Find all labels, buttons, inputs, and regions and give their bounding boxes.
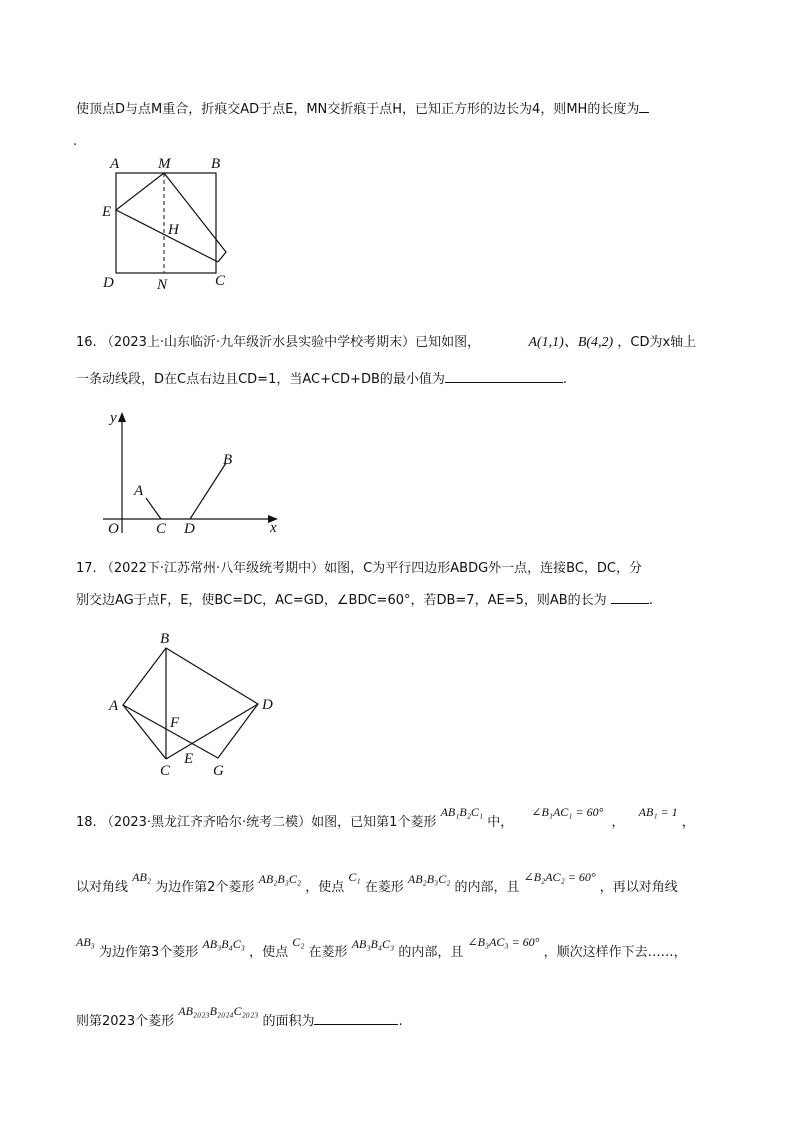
label-B: B — [211, 156, 221, 172]
segment-ac — [123, 705, 166, 759]
q18-angle-3: ∠B₃AC₃ = 60° — [467, 935, 540, 949]
label-x: x — [270, 520, 277, 536]
q18-line1: 18. （2023·黑龙江齐齐哈尔·统考二模）如图，已知第1个菱形 AB₁B₂C₁ 中， ∠B₁AC₁ = 60° ， AB₁ = 1 ， — [76, 805, 695, 830]
q18-rhombus-1: AB₁B₂C₁ — [440, 805, 484, 819]
q17-line2: 别交边AG于点F，E，使BC=DC，AC=GD，∠BDC=60°，若DB=7，AE=5，则AB的长为 . — [76, 593, 653, 608]
label-A: A — [110, 156, 120, 172]
q16-text1-end: ，CD为x轴上 — [617, 335, 697, 350]
p15-statement: 使顶点D与点M重合，折痕交AD于点E，MN交折痕于点H，已知正方形的边长为4，则MH的长度为 — [76, 102, 640, 117]
answer-blank-18[interactable] — [314, 1012, 398, 1025]
q16-number: 16. — [76, 335, 97, 350]
q18-rhombus-2: AB₂B₃C₂ — [258, 872, 302, 886]
label-H: H — [168, 222, 179, 238]
label-D: D — [262, 697, 273, 713]
label-N: N — [157, 277, 168, 293]
q17-statement-part2: 别交边AG于点F，E，使BC=DC，AC=GD，∠BDC=60°，若DB=7，AE=5，则AB的长为 — [76, 593, 607, 608]
label-O: O — [108, 521, 119, 537]
segment-dc — [166, 704, 258, 759]
label-C: C — [160, 763, 171, 779]
q16-statement: 一条动线段，D在C点右边且CD=1，当AC+CD+DB的最小值为 — [76, 372, 445, 387]
label-D: D — [184, 521, 195, 537]
label-B: B — [223, 452, 233, 468]
label-C: C — [215, 273, 226, 289]
label-B: B — [160, 631, 170, 647]
q18-rhombus-2023: AB₂₀₂₃B₂₀₂₄C₂₀₂₃ — [178, 1004, 259, 1018]
q16-source: （2023上·山东临沂·九年级沂水县实验中学校考期末）已知如图， — [100, 335, 481, 350]
q18-angle-1: ∠B₁AC₁ = 60° — [531, 805, 604, 819]
label-C: C — [156, 521, 167, 537]
q16-coords: A(1,1)、B(4,2) — [528, 335, 614, 350]
q18-line2: 以对角线 AB₂ 为边作第2个菱形 AB₂B₃C₂ ，使点 C₁ 在菱形 AB₂B₃C₂ 的内部，且 ∠B₂AC₂ = 60° ，再以对角线 — [76, 870, 678, 895]
label-A: A — [109, 698, 119, 714]
q18-number: 18. — [76, 815, 97, 830]
q16-line2: 一条动线段，D在C点右边且CD=1，当AC+CD+DB的最小值为 . — [76, 372, 568, 387]
label-E: E — [184, 751, 194, 767]
label-D: D — [103, 275, 114, 291]
q18-rhombus-3: AB₃B₄C₃ — [202, 937, 245, 951]
p15-text-line2: . — [73, 134, 78, 149]
label-E: E — [102, 204, 112, 220]
q18-line3: AB₃ 为边作第3个菱形 AB₃B₄C₃ ，使点 C₂ 在菱形 AB₃B₄C₃ 的内部，且 ∠B₃AC₃ = 60° ，顺次这样作下去……， — [76, 935, 687, 960]
label-M: M — [158, 156, 171, 172]
label-A: A — [134, 483, 144, 499]
q18-angle-2: ∠B₂AC₂ = 60° — [523, 870, 596, 884]
label-y: y — [110, 410, 117, 426]
parallelogram-abdg — [123, 648, 258, 758]
q18-line4: 则第2023个菱形 AB₂₀₂₃B₂₀₂₄C₂₀₂₃ 的面积为 . — [76, 1004, 403, 1029]
q18-ab1: AB₁ = 1 — [638, 805, 678, 819]
q17-statement-part1: （2022下·江苏常州·八年级统考期中）如图，C为平行四边形ABDG外一点，连接BC，DC，分 — [100, 561, 643, 576]
label-F: F — [170, 715, 180, 731]
label-G: G — [213, 763, 224, 779]
q17-number: 17. — [76, 561, 97, 576]
